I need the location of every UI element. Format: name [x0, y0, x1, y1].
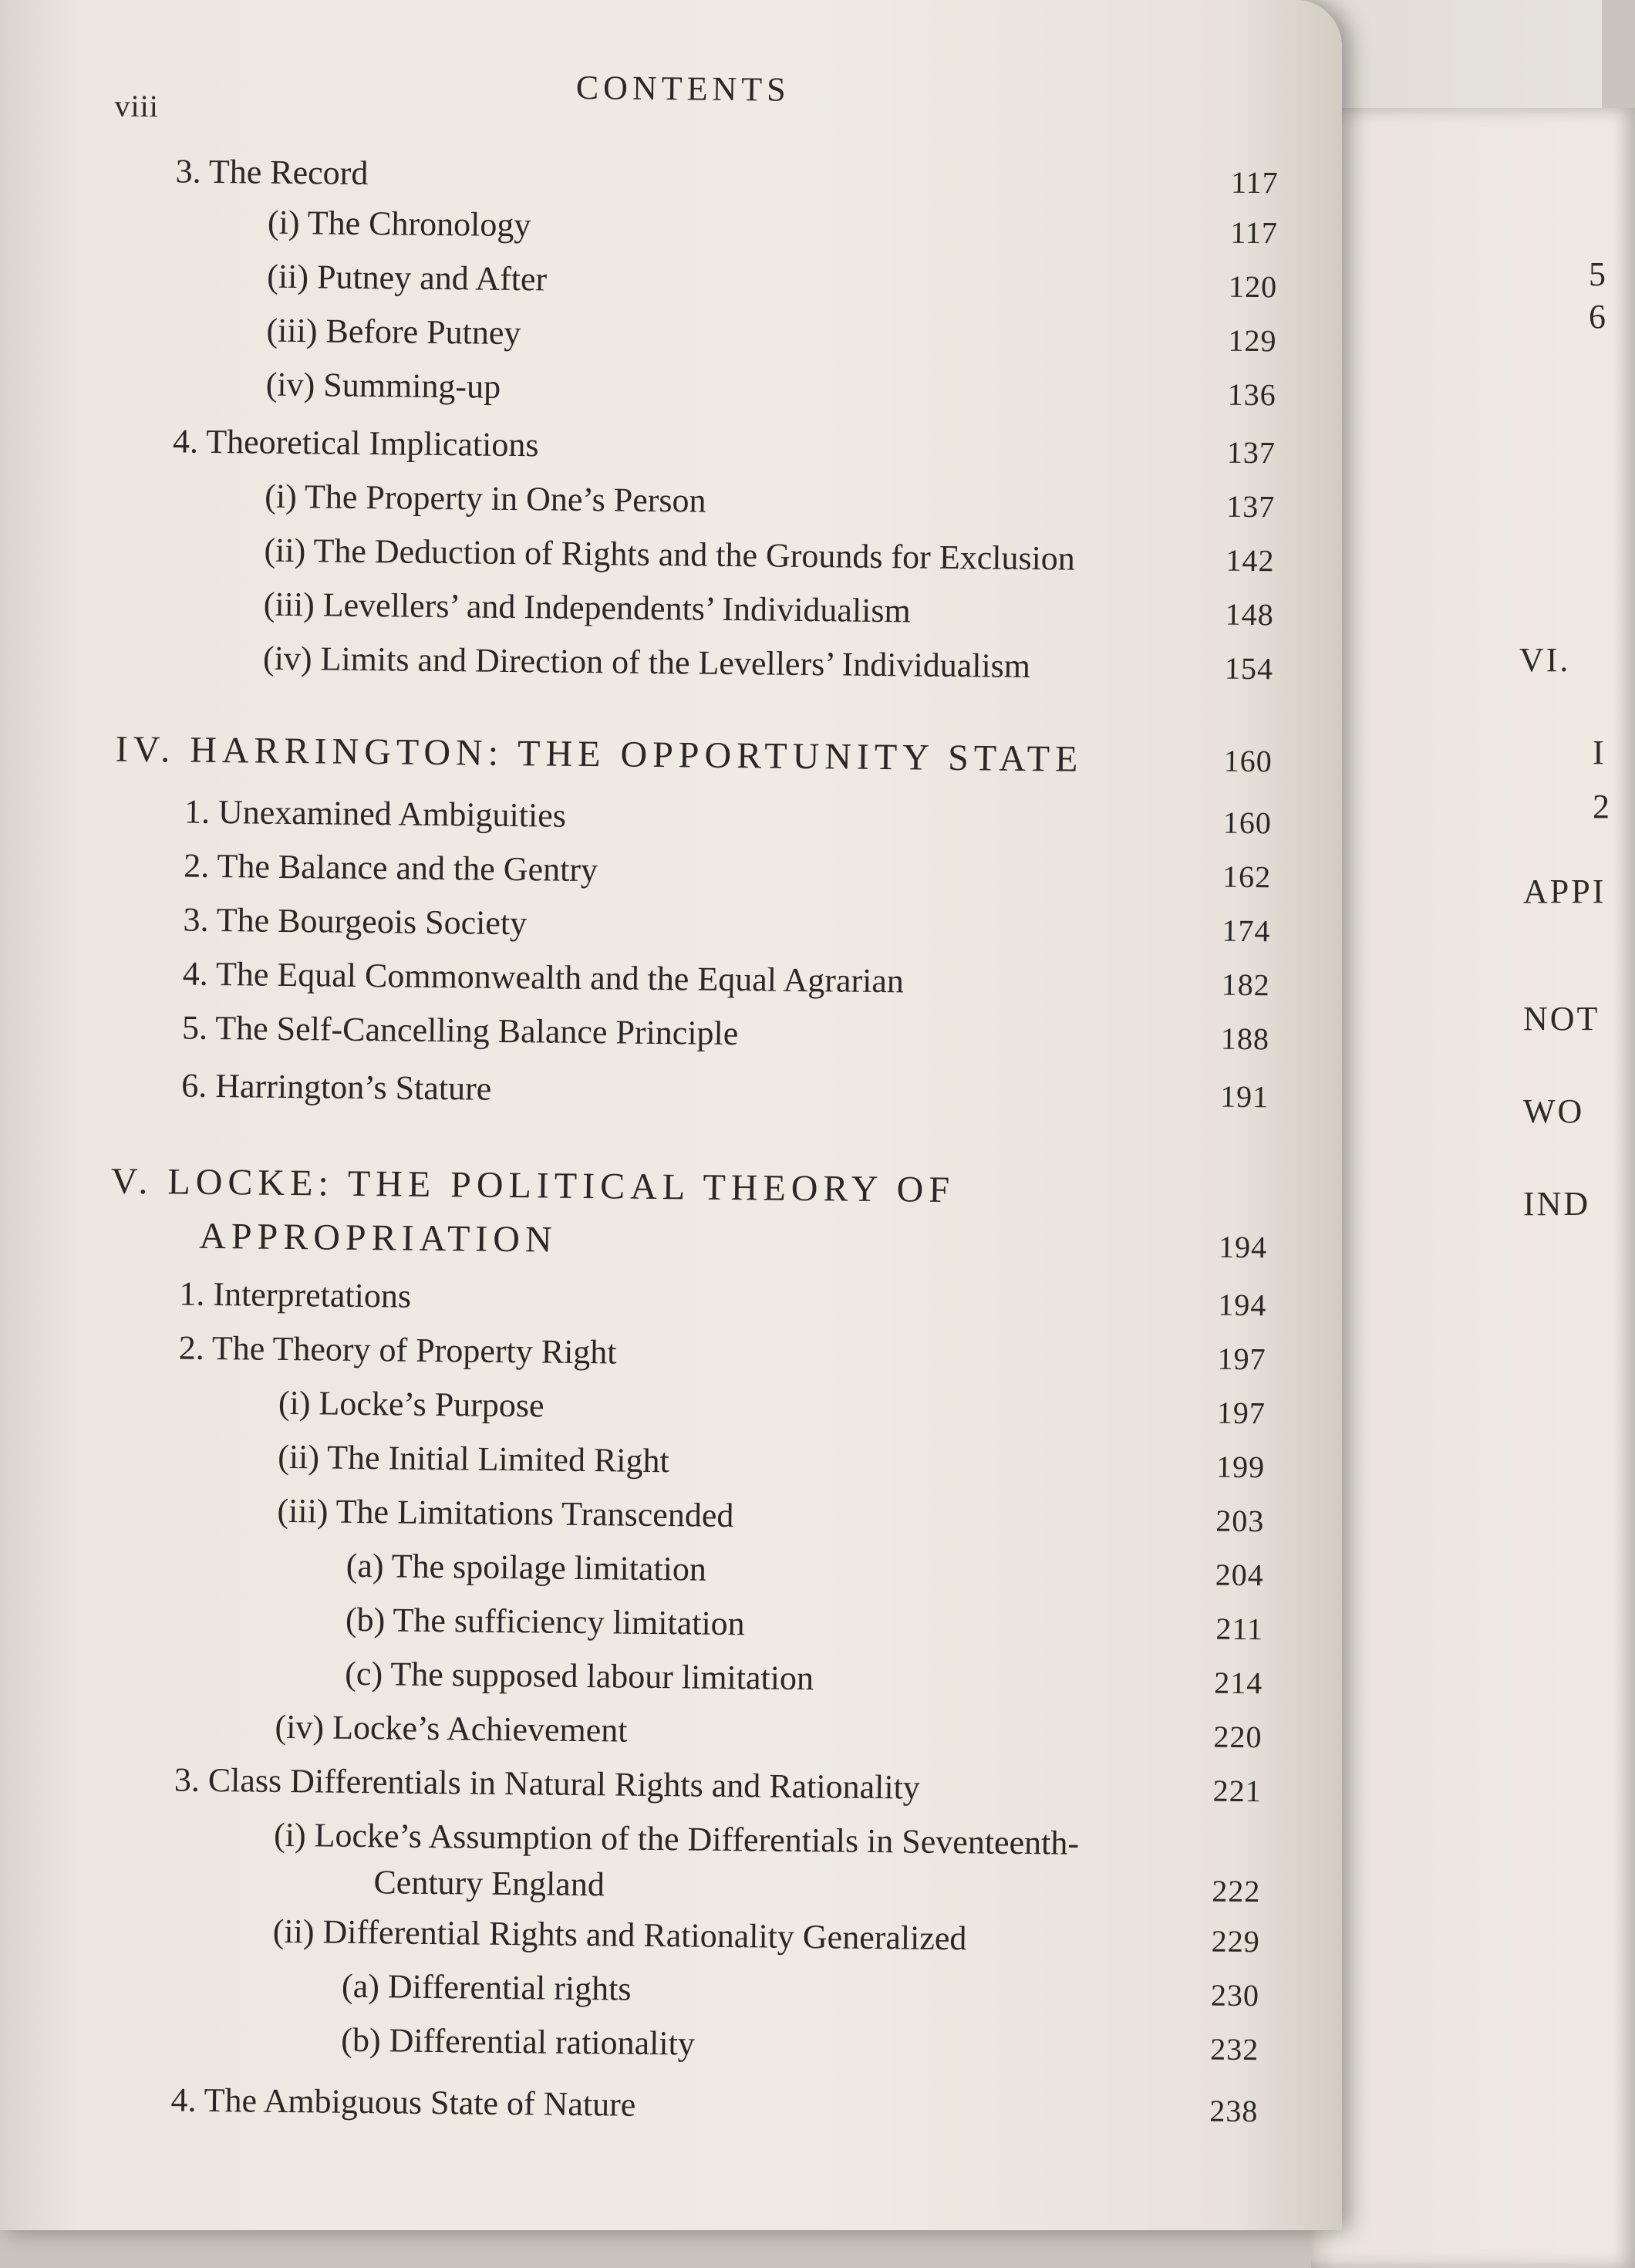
toc-label: 1. Interpretations	[179, 1274, 412, 1315]
running-title: CONTENTS	[575, 68, 791, 109]
toc-page: 160	[1223, 743, 1273, 779]
toc-entry	[0, 197, 1278, 256]
toc-label: (a) The spoilage limitation	[346, 1546, 707, 1588]
toc-page: 194	[1218, 1229, 1268, 1265]
toc-label: IV. HARRINGTON: THE OPPORTUNITY STATE	[115, 728, 1084, 780]
toc-entry	[0, 1061, 1269, 1120]
toc-label: 2. The Theory of Property Right	[178, 1328, 617, 1372]
toc-entry	[0, 305, 1277, 364]
toc-page: 154	[1224, 650, 1274, 687]
toc-page: 203	[1215, 1503, 1265, 1539]
toc-page: 148	[1225, 596, 1274, 633]
toc-label: APPROPRIATION	[198, 1215, 558, 1261]
toc-page: 117	[1230, 214, 1279, 251]
toc-entry	[0, 251, 1278, 310]
toc-chapter	[0, 725, 1273, 785]
toc-entry	[0, 1959, 1259, 2019]
toc-label: 2. The Balance and the Gentry	[184, 846, 598, 889]
toc-label: (a) Differential rights	[341, 1966, 632, 2008]
toc-page: 221	[1212, 1773, 1262, 1809]
toc-page: 117	[1230, 164, 1279, 201]
facing-page-fragment: NOT	[1523, 1000, 1600, 1038]
toc-label: (iii) The Limitations Transcended	[277, 1491, 734, 1535]
toc-entry	[0, 2013, 1259, 2073]
facing-page-fragment: APPI	[1523, 872, 1606, 910]
toc-entry	[0, 525, 1275, 584]
toc-page: 197	[1216, 1395, 1266, 1431]
toc-entry	[0, 1593, 1263, 1652]
toc-page: 230	[1210, 1977, 1260, 2013]
facing-page-fragment: 2	[1593, 788, 1612, 825]
toc-label: (i) The Property in One’s Person	[265, 477, 706, 520]
toc-chapter	[0, 1157, 1268, 1217]
page-folio: viii	[114, 88, 160, 124]
facing-page	[1311, 108, 1635, 2268]
toc-label: (iv) Limits and Direction of the Levellers’ Individualism	[262, 639, 1031, 686]
facing-page-fragment: WO	[1523, 1092, 1585, 1130]
toc-label: 4. The Ambiguous State of Nature	[170, 2081, 636, 2124]
toc-label: (b) Differential rationality	[341, 2020, 696, 2063]
toc-page: 232	[1210, 2031, 1259, 2067]
toc-page: 222	[1212, 1873, 1261, 1909]
toc-entry	[0, 1269, 1267, 1328]
facing-page-fragment: 5	[1589, 255, 1608, 293]
toc-label: (c) The supposed labour limitation	[345, 1654, 814, 1698]
toc-entry	[0, 949, 1270, 1008]
toc-page: 194	[1218, 1287, 1267, 1323]
toc-page: 214	[1214, 1665, 1263, 1701]
toc-page: 129	[1228, 322, 1277, 359]
facing-page-fragment: IND	[1523, 1185, 1591, 1223]
toc-page: 142	[1225, 542, 1275, 579]
toc-entry	[0, 1539, 1264, 1598]
toc-label: 4. Theoretical Implications	[172, 422, 539, 464]
toc-label: (iv) Summing-up	[265, 365, 501, 406]
toc-page: 162	[1222, 859, 1272, 895]
toc-label: 3. The Record	[175, 152, 369, 193]
toc-entry	[0, 1647, 1263, 1706]
toc-label: (i) The Chronology	[267, 203, 531, 245]
toc-page: 160	[1222, 805, 1273, 841]
toc-label: 6. Harrington’s Stature	[181, 1066, 492, 1108]
toc-label: (iv) Locke’s Achievement	[275, 1707, 628, 1750]
toc-label: (ii) The Deduction of Rights and the Grounds for Exclusion	[264, 531, 1076, 578]
toc-entry	[0, 1377, 1266, 1436]
toc-page: 174	[1222, 913, 1271, 949]
facing-page-fragment: I	[1593, 734, 1606, 771]
toc-entry	[0, 147, 1279, 206]
toc-label: (iii) Levellers’ and Independents’ Individualism	[263, 585, 912, 630]
facing-page-fragment: 6	[1589, 298, 1608, 336]
toc-page: 182	[1221, 967, 1270, 1003]
toc-label: (i) Locke’s Assumption of the Differentials in Seventeenth-	[273, 1815, 1080, 1862]
toc-label: (ii) Putney and After	[267, 257, 548, 299]
toc-label: 3. The Bourgeois Society	[183, 900, 528, 943]
toc-page: 191	[1219, 1078, 1269, 1115]
toc-label: (b) The sufficiency limitation	[345, 1600, 745, 1643]
facing-page-fragment: VI.	[1519, 641, 1571, 679]
toc-page: 204	[1215, 1557, 1264, 1593]
toc-page: 211	[1215, 1611, 1264, 1647]
toc-page: 137	[1226, 434, 1276, 471]
toc-entry	[0, 633, 1273, 692]
toc-chapter-continued	[0, 1211, 1267, 1271]
toc-entry	[0, 1323, 1266, 1382]
toc-entry	[0, 1905, 1260, 1965]
toc-entry	[0, 471, 1276, 530]
toc-entry	[0, 579, 1274, 638]
toc-label: 1. Unexamined Ambiguities	[184, 792, 567, 835]
toc-label: V. LOCKE: THE POLITICAL THEORY OF	[110, 1160, 956, 1211]
toc-label: (iii) Before Putney	[266, 311, 521, 353]
toc-label: (i) Locke’s Purpose	[278, 1383, 544, 1425]
toc-page: 197	[1217, 1341, 1266, 1377]
toc-page: 188	[1220, 1021, 1270, 1057]
toc-entry	[0, 1431, 1265, 1490]
toc-entry	[0, 1701, 1262, 1760]
toc-page: 229	[1211, 1923, 1260, 1959]
toc-page: 238	[1209, 2093, 1259, 2129]
toc-entry	[0, 359, 1276, 418]
toc-entry	[0, 2075, 1259, 2135]
toc-entry	[0, 417, 1276, 476]
toc-entry	[0, 1755, 1262, 1814]
toc-entry	[0, 895, 1271, 954]
toc-page: 220	[1213, 1719, 1262, 1755]
toc-page: 137	[1225, 488, 1276, 525]
toc-page: 136	[1227, 376, 1276, 413]
toc-page: 199	[1215, 1449, 1266, 1485]
toc-page: 120	[1228, 268, 1278, 305]
toc-entry	[0, 1003, 1269, 1062]
toc-entry	[0, 1485, 1265, 1544]
toc-label: (ii) Differential Rights and Rationality Generalized	[272, 1912, 967, 1958]
toc-entry	[0, 841, 1271, 900]
toc-entry	[0, 787, 1272, 846]
toc-label: 4. The Equal Commonwealth and the Equal Agrarian	[182, 954, 905, 1001]
toc-label: 5. The Self-Cancelling Balance Principle	[181, 1008, 739, 1053]
toc-label: 3. Class Differentials in Natural Rights and Rationality	[174, 1760, 921, 1807]
toc-label: Century England	[373, 1863, 605, 1904]
toc-label: (ii) The Initial Limited Right	[277, 1437, 670, 1480]
